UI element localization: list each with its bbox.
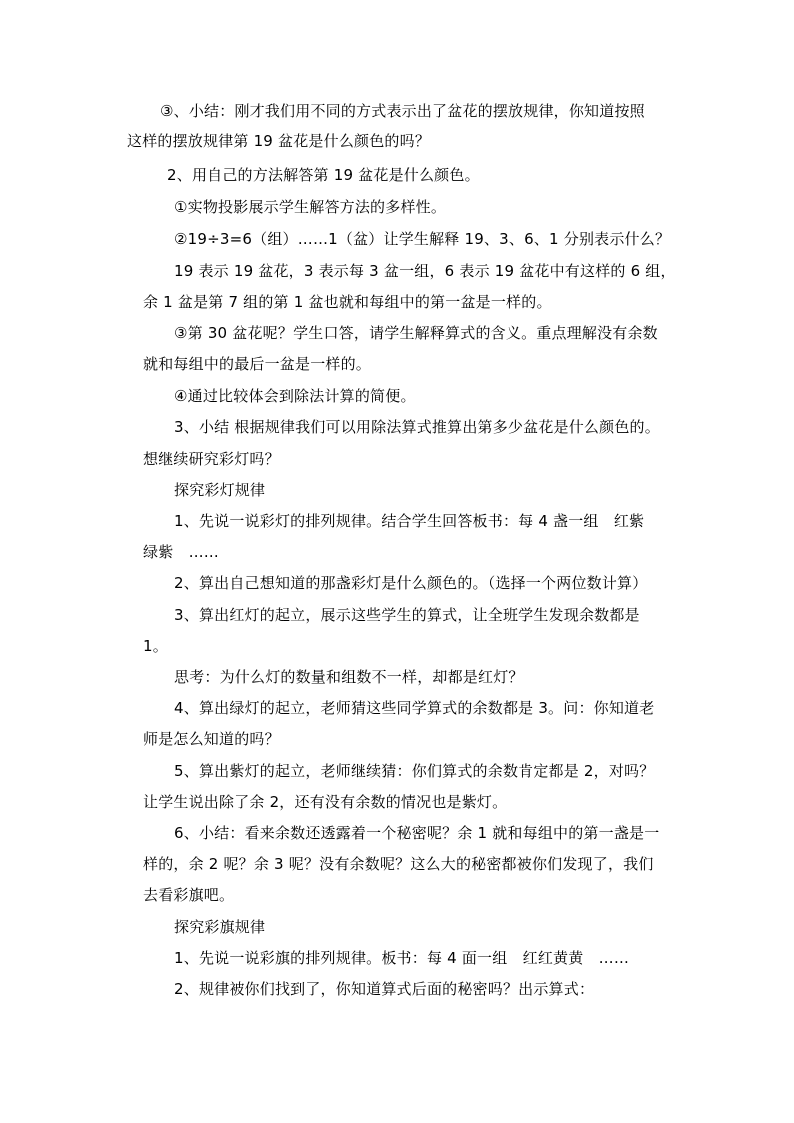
- text-line: 2、规律被你们找到了，你知道算式后面的秘密吗？出示算式：: [174, 980, 595, 998]
- text-line: 3、算出红灯的起立，展示这些学生的算式，让全班学生发现余数都是: [174, 606, 640, 624]
- text-line: 4、算出绿灯的起立，老师猜这些同学算式的余数都是 3。问：你知道老: [174, 699, 655, 717]
- text-line: ③第 30 盆花呢？学生口答，请学生解释算式的含义。重点理解没有余数: [174, 324, 658, 342]
- text-line: 余 1 盆是第 7 组的第 1 盆也就和每组中的第一盆是一样的。: [143, 293, 552, 311]
- text-line: ①实物投影展示学生解答方法的多样性。: [174, 198, 447, 216]
- text-line: ④通过比较体会到除法计算的简便。: [174, 387, 416, 405]
- text-line: 样的，余 2 呢？余 3 呢？没有余数呢？这么大的秘密都被你们发现了，我们: [143, 855, 654, 873]
- section-heading: 探究彩灯规律: [174, 481, 266, 499]
- text-line: 就和每组中的最后一盆是一样的。: [143, 355, 372, 373]
- text-line: ②19÷3=6（组）……1（盆）让学生解释 19、3、6、1 分别表示什么？: [174, 230, 671, 248]
- text-line: 19 表示 19 盆花，3 表示每 3 盆一组，6 表示 19 盆花中有这样的 6 组，: [174, 262, 676, 280]
- section-heading: 探究彩旗规律: [174, 918, 266, 936]
- text-line: 1、先说一说彩旗的排列规律。板书：每 4 面一组 红红黄黄 ……: [174, 949, 630, 967]
- text-line: 2、用自己的方法解答第 19 盆花是什么颜色。: [167, 166, 480, 184]
- text-line: 想继续研究彩灯吗？: [143, 450, 280, 468]
- text-line: 3、小结 根据规律我们可以用除法算式推算出第多少盆花是什么颜色的。: [174, 418, 660, 436]
- text-line: 这样的摆放规律第 19 盆花是什么颜色的吗？: [127, 132, 431, 150]
- text-line: 思考：为什么灯的数量和组数不一样，却都是红灯？: [174, 668, 524, 686]
- text-line: 去看彩旗吧。: [143, 886, 235, 904]
- text-line: 绿紫 ……: [143, 543, 220, 561]
- text-line: 1、先说一说彩灯的排列规律。结合学生回答板书：每 4 盏一组 红紫: [174, 512, 645, 530]
- text-line: 1。: [143, 637, 168, 655]
- text-line: 6、小结：看来余数还透露着一个秘密呢？余 1 就和每组中的第一盏是一: [174, 824, 660, 842]
- text-line: ③、小结：刚才我们用不同的方式表示出了盆花的摆放规律，你知道按照: [160, 102, 645, 120]
- text-line: 让学生说出除了余 2，还有没有余数的情况也是紫灯。: [143, 793, 508, 811]
- text-line: 师是怎么知道的吗？: [143, 730, 280, 748]
- text-line: 5、算出紫灯的起立，老师继续猜：你们算式的余数肯定都是 2，对吗？: [174, 762, 655, 780]
- text-line: 2、算出自己想知道的那盏彩灯是什么颜色的。（选择一个两位数计算）: [174, 574, 648, 592]
